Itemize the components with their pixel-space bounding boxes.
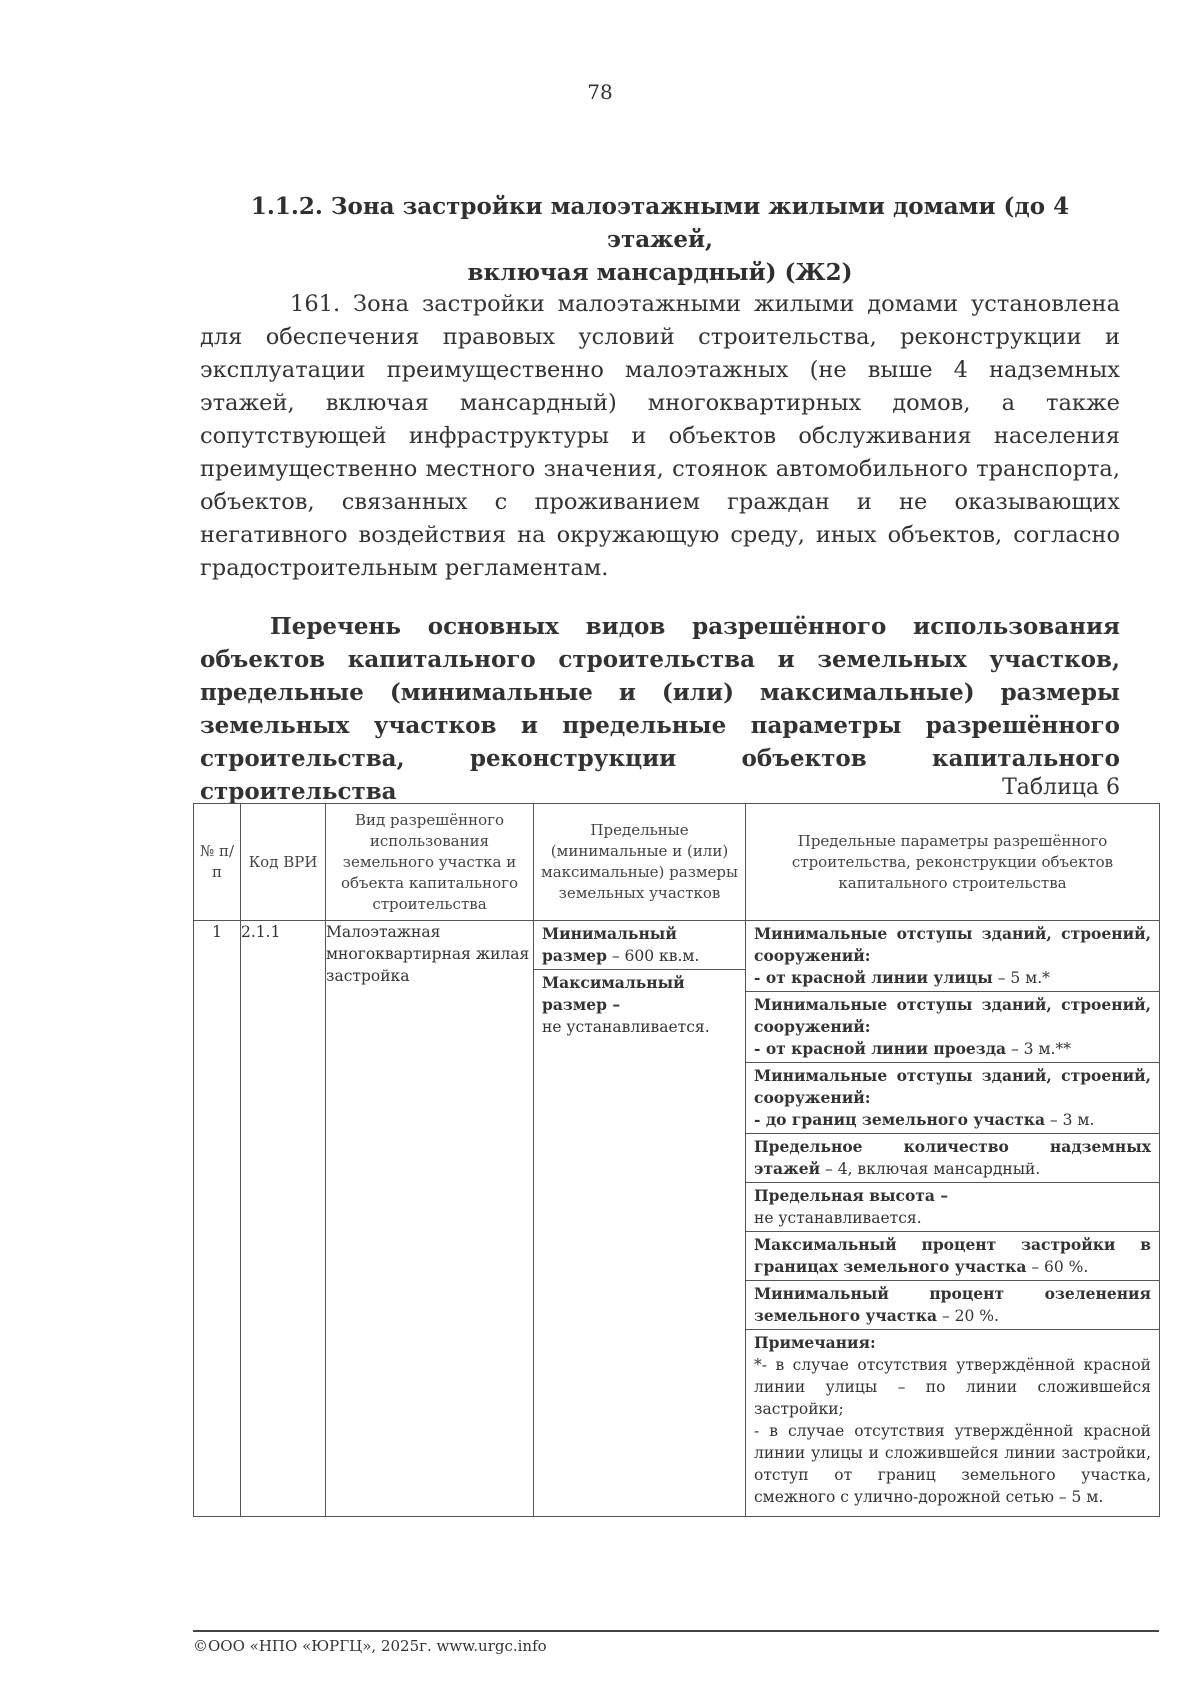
max-size-value: не устанавливается.: [542, 1018, 710, 1036]
table-row: [194, 921, 1160, 1517]
header-number: № п/п: [194, 804, 241, 921]
cell-plot-sizes: [534, 921, 746, 1517]
param-floors: [746, 1133, 1159, 1182]
max-size-block: [534, 969, 745, 1040]
param-setback-driveway: [746, 991, 1159, 1062]
page-number: 78: [587, 80, 613, 104]
param-coverage-value: – 60 %.: [1026, 1258, 1089, 1276]
header-plot-sizes: Предельные (минимальные и (или) максимальные) размеры земельных участков: [534, 804, 746, 921]
param-floors-label: Предельное количество надземных этажей: [754, 1137, 1151, 1178]
zone-description-paragraph: 161. Зона застройки малоэтажными жилыми домами установлена для обеспечения правовых условий строительства, реконструкции и эксплуатации преимущественно малоэтажных (не выше 4 надземных этажей, включая мансардный) многоквартирных домов, а также сопутствующей инфраструктуры и объектов обслуживания населения преимущественно местного значения, стоянок автомобильного транспорта, объектов, связанных с проживанием граждан и не оказывающих негативного воздействия на окружающую среду, иных объектов, согласно градостроительным регламентам.: [200, 291, 1120, 581]
list-heading: Перечень основных видов разрешённого использования объектов капитального строительства и земельных участков, предельные (минимальные и (или) максимальные) размеры земельных участков и предельные параметры разрешённого строительства, реконструкции объектов капитального строительства: [200, 613, 1120, 805]
cell-use-type: Малоэтажная многоквартирная жилая застройка: [326, 921, 534, 1517]
param-greening-label: Минимальный процент озеленения земельного участка: [754, 1284, 1151, 1325]
param-setback-boundary-line: - до границ земельного участка: [754, 1110, 1045, 1129]
param-height-label: Предельная высота –: [754, 1186, 949, 1205]
note-item: - в случае отсутствия утверждённой красной линии улицы и сложившейся линии застройки, отступ от границ земельного участка, смежного с улично-дорожной сетью – 5 м.: [754, 1422, 1151, 1506]
param-coverage-label: Максимальный процент застройки в границах земельного участка: [754, 1235, 1151, 1276]
header-use-type: Вид разрешённого использования земельного участка и объекта капитального строительства: [326, 804, 534, 921]
notes-block: [746, 1329, 1159, 1516]
param-setback-street-label: Минимальные отступы зданий, строений, сооружений:: [754, 924, 1151, 965]
note-item: *- в случае отсутствия утверждённой красной линии улицы – по линии сложившейся застройки;: [754, 1356, 1151, 1418]
param-setback-street-value: – 5 м.*: [992, 969, 1050, 987]
param-setback-driveway-value: – 3 м.**: [1006, 1040, 1071, 1058]
param-coverage: [746, 1231, 1159, 1280]
min-size-value: – 600 кв.м.: [606, 947, 700, 965]
footer-divider: [193, 1630, 1159, 1632]
param-setback-driveway-line: - от красной линии проезда: [754, 1039, 1007, 1058]
table-caption: Таблица 6: [1002, 775, 1120, 800]
param-setback-boundary-label: Минимальные отступы зданий, строений, сооружений:: [754, 1066, 1151, 1107]
param-setback-street: [746, 921, 1159, 991]
notes-title: Примечания:: [754, 1333, 876, 1352]
param-greening-value: – 20 %.: [937, 1307, 999, 1325]
max-size-label: Максимальный размер –: [542, 973, 685, 1014]
param-greening: [746, 1280, 1159, 1329]
param-setback-driveway-label: Минимальные отступы зданий, строений, сооружений:: [754, 995, 1151, 1036]
param-height-value: не устанавливается.: [754, 1209, 922, 1227]
param-floors-value: – 4, включая мансардный.: [820, 1160, 1041, 1178]
regulations-table: [193, 803, 1160, 1517]
section-title-line2: включая мансардный) (Ж2): [467, 259, 853, 286]
min-size-block: [534, 921, 745, 969]
header-code: Код ВРИ: [241, 804, 326, 921]
cell-code: 2.1.1: [241, 921, 326, 1517]
header-parameters: Предельные параметры разрешённого строительства, реконструкции объектов капитального строительства: [746, 804, 1160, 921]
param-setback-street-line: - от красной линии улицы: [754, 968, 993, 987]
param-setback-boundary: [746, 1062, 1159, 1133]
cell-number: 1: [194, 921, 241, 1517]
param-setback-boundary-value: – 3 м.: [1045, 1111, 1095, 1129]
cell-parameters: [746, 921, 1160, 1517]
section-title: [200, 190, 1120, 289]
param-height: [746, 1182, 1159, 1231]
section-title-line1: 1.1.2. Зона застройки малоэтажными жилыми домами (до 4 этажей,: [250, 193, 1070, 253]
min-size-label: Минимальный размер: [542, 924, 677, 965]
table-header-row: [194, 804, 1160, 921]
footer-copyright: ©ООО «НПО «ЮРГЦ», 2025г. www.urgc.info: [193, 1637, 547, 1655]
